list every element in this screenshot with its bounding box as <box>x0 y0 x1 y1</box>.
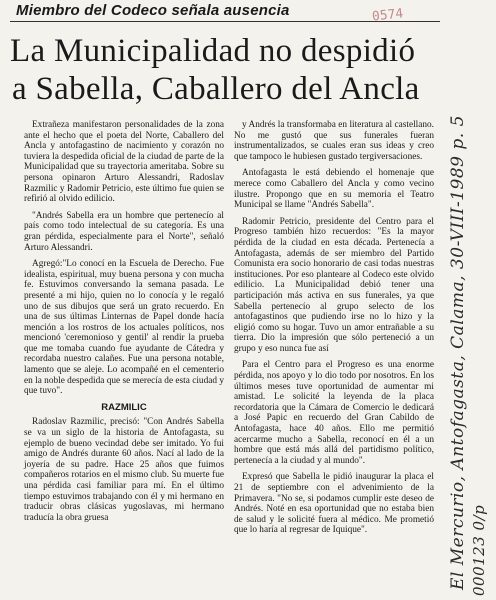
paragraph: Antofagasta le está debiendo el homenaje que merece como Caballero del Ancla y como vecino ilustre. Propongo que en su memoria el Teatro Municipal se llame "Andrés Sabella". <box>234 168 434 211</box>
article-body <box>6 114 446 542</box>
column-2 <box>234 120 434 542</box>
paragraph: Radoslav Razmilic, precisó: "Con Andrés Sabella se va un siglo de la historia de Antofagasta, su ejemplo de bueno vecindad debe ser imitado. Yo fui amigo de Andrés durante 60 años. Nací al lado de la joyería de su padre. Hace 25 años que fuimos compañeros rotarios en el mismo club. Su muerte fue una pérdida casi familiar para mí. En el último tiempo estuvimos trabajando con él y mi hermano en traducir obras clásicas yugoslavas, mi hermano traducía la obra gruesa <box>24 417 224 523</box>
column-1 <box>24 120 224 542</box>
paragraph: Radomir Petricio, presidente del Centro para el Progreso también hizo recuerdos: "Es la mayor pérdida de la ciudad en esta década. Pertenecía a Antofagasta, además de ser miembro del Partido Comunista era socio honorario de casi todas nuestras instituciones. Por eso planteare al Codeco este olvido edilicio. La Municipalidad debió tener una participación más activa en sus funerales, ya que Sabella pertenecío al grupo selecto de los antofagastinos que pudiendo irse no lo hizo y la eligió como su hogar. Tuvo un amor entrañable a su tierra. Dio la impresión que sólo perteneció a un grupo y eso nunca fue así <box>234 216 434 354</box>
paragraph: y Andrés la transformaba en literatura al castellano. No me gustó que sus funerales fueran instrumentalizados, se cuales eran sus ideas y creo que tampoco le hubiesen gustado tergiversaciones. <box>234 120 434 162</box>
headline-line-1: La Municipalidad no despidió <box>10 33 416 69</box>
paragraph: Para el Centro para el Progreso es una enorme pérdida, nos apoyo y lo dio todo por nosotros. En los últimos meses tuve oportunidad de aumentar mi amistad. Le solicité la leyenda de la placa recordatoria que la Cámara de Comercio le dedicará a José Papic en recuerdo del Gran Cabildo de Antofagasta, hace 40 años. Ello me permitió acercarme mucho a Sabella, reconocí en él a un hombre que está más allá del partidismo político, pertenecía a la ciudad y al mundo". <box>234 360 434 466</box>
paragraph: Expresó que Sabella le pidió inaugurar la placa el 21 de septiembre con el advenimiento de la Primavera. "No se, si podamos cumplir este deseo de Andrés. Noté en esa oportunidad que no estaba bien de salud y le solicité fuera al médico. Me prometió que lo haría al regresar de Iquique". <box>234 472 434 536</box>
kicker: Miembro del Codeco señala ausencia <box>16 2 290 19</box>
archive-stamp: 0574 <box>371 6 405 25</box>
handwritten-source-note: El Mercurio, Antofagasta, Calama, 30-VIII-1989 p. 5 <box>448 115 468 590</box>
paragraph: "Andrés Sabella era un hombre que pertenecío al país como todo intelectual de su categoría. Es una gran pérdida, especialmente para el Norte", señaló Arturo Alessandri. <box>24 210 224 253</box>
headline <box>10 32 446 108</box>
paragraph: Agregó:"Lo conocí en la Escuela de Derecho. Fue idealista, espiritual, muy buena persona y con mucha fe. Estuvimos conversando la semana pasada. Le presenté a mi hijo, quien no lo conocía y le regaló uno de sus dibujos que será un grato recuerdo. En una de sus últimas Linternas de Papel donde hacía mención a los rostros de los actuales políticos, nos mencionó 'ceremonioso y gentil' al rendir la prueba que me tomaba cuando fue ayudante de Cátedra y recordaba nuestro calañes. Fue una persona notable, lamento que se aleje. Lo acompañé en el cementerio en la noble despedida que se merecía de esta ciudad y que tuvo". <box>24 259 224 397</box>
handwritten-catalog-number: 000123 0/p <box>470 504 488 596</box>
subhead: RAZMILIC <box>101 401 147 413</box>
headline-line-2: a Sabella, Caballero del Ancla <box>12 71 420 107</box>
paragraph: Extrañeza manifestaron personalidades de la zona ante el hecho que el poeta del Norte, Caballero del Ancla y antofagastino de nacimiento y corazón no tuviera la despedida oficial de la ciudad de parte de la Municipalidad que su trayectoria ameritaba. Sobre su persona opinaron Arturo Alessandri, Radoslav Razmilic y Radomir Petricio, este último fue quien se refirió al olvido edilicio. <box>24 120 224 205</box>
clipping <box>6 2 446 598</box>
